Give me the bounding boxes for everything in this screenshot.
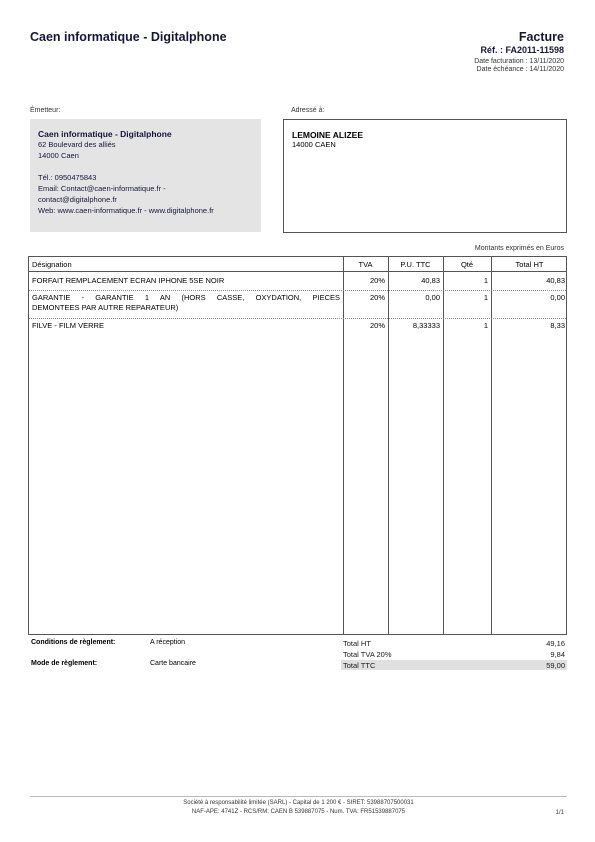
footer-divider: [30, 796, 567, 797]
sender-label: Émetteur:: [30, 107, 61, 114]
invoice-reference: Réf. : FA2011-11598: [480, 45, 564, 55]
recipient-label: Adressé à:: [291, 107, 325, 114]
row-2-unit-price: 0,00: [425, 293, 440, 302]
total-tva-value: 9,84: [550, 650, 565, 659]
recipient-name: LEMOINE ALIZEE: [292, 130, 363, 140]
invoice-date: Date facturation : 13/11/2020: [474, 58, 564, 65]
document-title: Facture: [518, 30, 564, 44]
row-1-tva: 20%: [369, 276, 385, 285]
row-2-tva: 20%: [369, 293, 385, 302]
recipient-address: 14000 CAEN: [292, 140, 336, 149]
row-3-quantity: 1: [483, 321, 488, 330]
payment-mode-value: Carte bancaire: [150, 660, 196, 667]
total-tva-row: [341, 649, 567, 659]
recipient-box: [283, 119, 567, 233]
total-ttc-row: [341, 660, 567, 670]
total-tva-label: Total TVA 20%: [343, 650, 392, 659]
row-1-total: 40,83: [546, 276, 565, 285]
row-2-total: 0,00: [550, 293, 565, 302]
header-quantity: Qté: [460, 260, 474, 269]
sender-address-2: 14000 Caen: [38, 151, 79, 160]
total-ht-value: 49,16: [546, 639, 565, 648]
sender-box: [30, 119, 261, 232]
header-unit-price: P.U. TTC: [400, 260, 431, 269]
row-2-designation-line-2: DEMONTEES PAR AUTRE REPARATEUR): [32, 303, 179, 312]
payment-terms-value: A réception: [150, 639, 186, 646]
total-ttc-label: Total TTC: [343, 661, 376, 670]
sender-phone: Tél.: 0950475843: [38, 173, 97, 182]
row-3-designation: FILVE - FILM VERRE: [32, 321, 104, 330]
header-total: Total HT: [515, 260, 544, 269]
total-ht-label: Total HT: [343, 639, 371, 648]
header-designation: Désignation: [32, 260, 72, 269]
row-1-designation: FORFAIT REMPLACEMENT ECRAN IPHONE 5SE NOIR: [32, 276, 225, 285]
footer-legal-2: NAF-APE: 4741Z - RCS/RM: CAEN B 539887075 - Num. TVA: FR51539887075: [191, 809, 406, 815]
row-2-quantity: 1: [483, 293, 488, 302]
row-1-quantity: 1: [483, 276, 488, 285]
due-date: Date échéance : 14/11/2020: [476, 66, 564, 73]
footer-legal-1: Société à responsabilité limitée (SARL) - Capital de 1 200 € - SIRET: 53988707500031: [183, 800, 414, 806]
page-number: 1/1: [555, 810, 564, 816]
sender-email-1: Email: Contact@caen-informatique.fr -: [38, 184, 166, 193]
currency-note: Montants exprimés en Euros: [474, 245, 564, 252]
header-tva: TVA: [358, 260, 373, 269]
sender-web: Web: www.caen-informatique.fr - www.digitalphone.fr: [38, 206, 214, 215]
payment-mode-label: Mode de règlement:: [31, 660, 98, 667]
total-ttc-value: 59,00: [546, 661, 565, 670]
total-ht-row: [341, 638, 567, 648]
sender-address-1: 62 Boulevard des alliés: [38, 140, 116, 149]
payment-terms-label: Conditions de règlement:: [31, 639, 116, 646]
row-2-designation-line-1: GARANTIE - GARANTIE 1 AN (HORS CASSE, OXYDATION, PIECES: [32, 293, 340, 302]
sender-email-2: contact@digitalphone.fr: [38, 195, 117, 204]
company-name: Caen informatique - Digitalphone: [30, 30, 227, 44]
row-1-unit-price: 40,83: [421, 276, 440, 285]
row-3-unit-price: 8,33333: [412, 321, 440, 330]
row-3-tva: 20%: [369, 321, 385, 330]
row-3-total: 8,33: [550, 321, 565, 330]
sender-name: Caen informatique - Digitalphone: [38, 129, 172, 139]
invoice-lines-table: [28, 256, 567, 635]
